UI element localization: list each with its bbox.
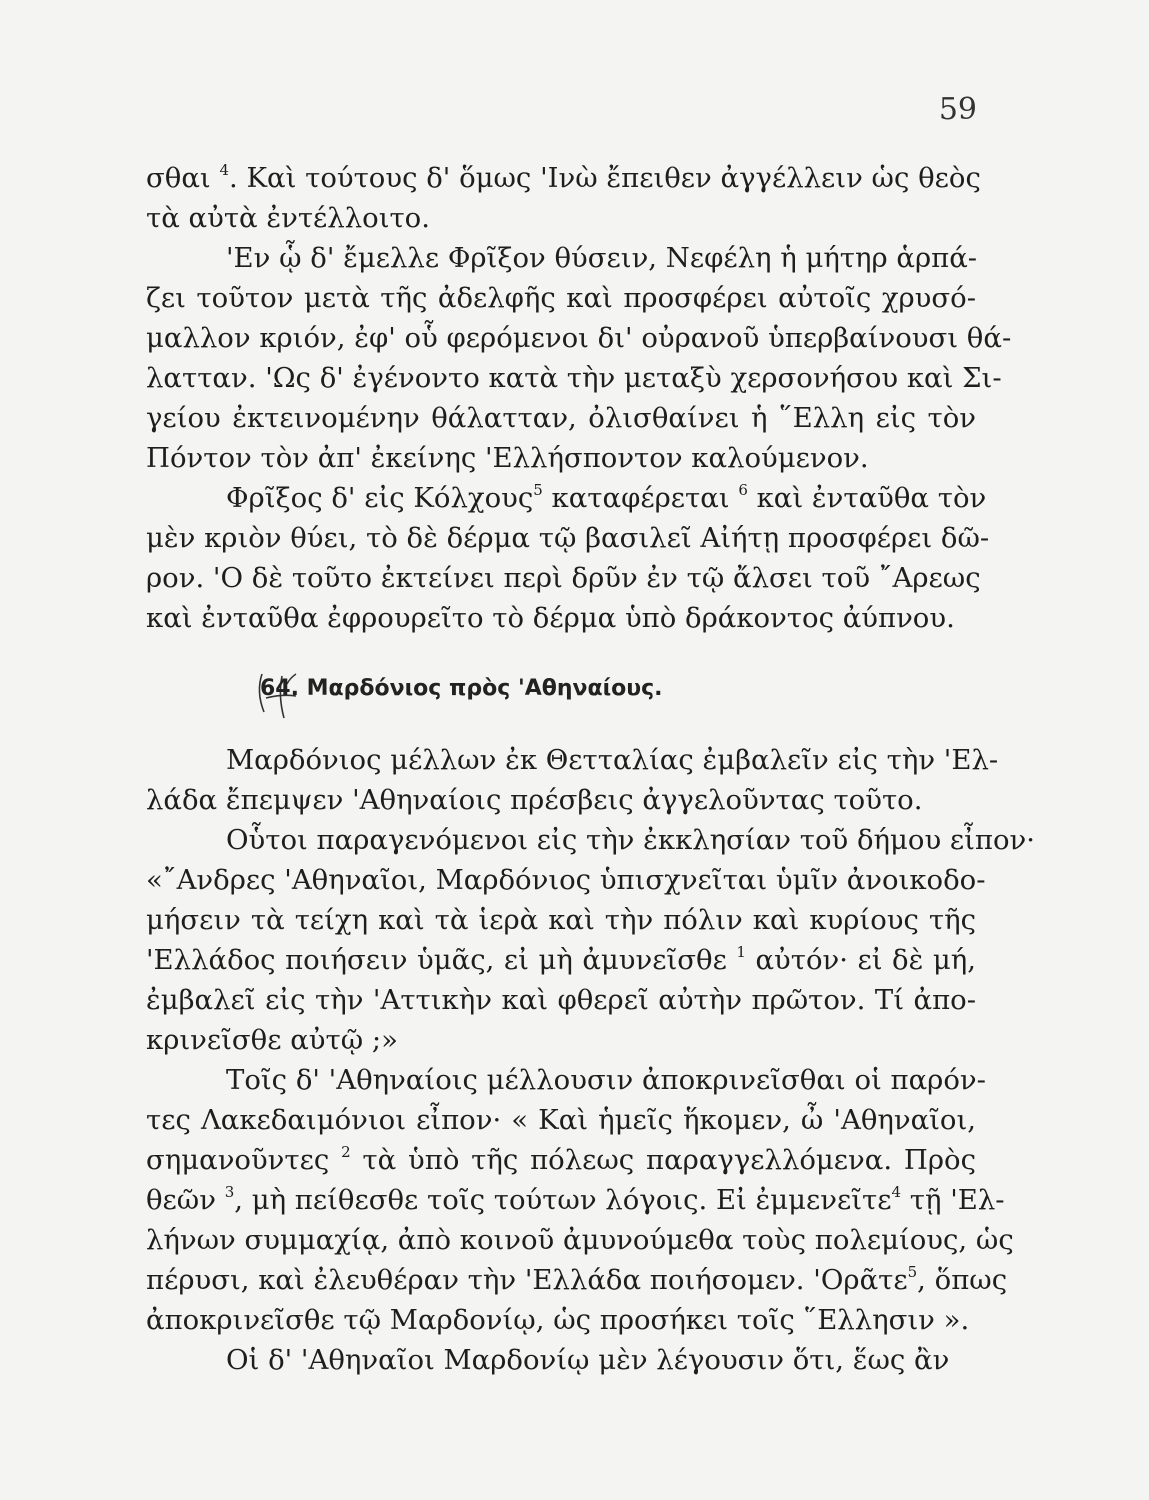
text-run: τὰ αὐτὰ ἐντέλλοιτο.	[146, 202, 430, 234]
text-line	[146, 238, 976, 278]
text-run: λήνων συμμαχίᾳ, ἀπὸ κοινοῦ ἀμυνούμεθα τοὺς πολεμίους, ὡς	[146, 1224, 1014, 1256]
text-line	[146, 1220, 1014, 1260]
text-run: Οὗτοι παραγενόμενοι εἰς τὴν ἐκκλησίαν τοῦ δήμου εἶπον·	[226, 824, 1036, 856]
text-line	[146, 1180, 1005, 1220]
text-run: ἐμβαλεῖ εἰς τὴν 'Αττικὴν καὶ φθερεῖ αὐτὴν πρῶτον. Τί ἀπο-	[146, 984, 976, 1016]
text-run: ἀποκρινεῖσθε τῷ Μαρδονίῳ, ὡς προσήκει τοῖς ῞Ελλησιν ».	[146, 1304, 970, 1336]
footnote-marker: 2	[341, 1143, 351, 1161]
text-line	[146, 860, 986, 900]
text-line	[146, 740, 999, 780]
text-run: Μαρδόνιος μέλλων ἐκ Θετταλίας ἐμβαλεῖν εἰς τὴν 'Ελ-	[226, 744, 999, 776]
footnote-marker: 4	[219, 161, 229, 179]
text-line	[146, 158, 981, 198]
text-line	[146, 900, 976, 940]
text-run: 'Ελλάδος ποιήσειν ὑμᾶς, εἰ μὴ ἀμυνεῖσθε	[146, 944, 737, 976]
text-section-1	[146, 158, 1012, 638]
text-line	[146, 438, 976, 478]
text-run: καὶ ἐνταῦθα ἐφρουρεῖτο τὸ δέρμα ὑπὸ δράκοντος ἀύπνου.	[146, 602, 955, 634]
text-run: σθαι	[146, 162, 220, 194]
text-run: λατταν. 'Ως δ' ἐγένοντο κατὰ τὴν μεταξὺ χερσονήσου καὶ Σι-	[146, 362, 1002, 394]
text-run: τῇ 'Ελ-	[901, 1184, 1005, 1216]
text-run: Τοῖς δ' 'Αθηναίοις μέλλουσιν ἀποκρινεῖσθαι οἱ παρόν-	[226, 1064, 986, 1096]
text-run: 'Εν ᾧ δ' ἔμελλε Φρῖξον θύσειν, Νεφέλη ἡ μήτηρ ἁρπά-	[226, 242, 978, 274]
text-line	[146, 518, 990, 558]
text-run: μαλλον κριόν, ἐφ' οὗ φερόμενοι δι' οὐρανοῦ ὑπερβαίνουσι θά-	[146, 322, 1012, 354]
text-run: καταφέρεται	[542, 482, 739, 514]
footnote-marker: 3	[224, 1183, 235, 1201]
text-run: μήσειν τὰ τείχη καὶ τὰ ἱερὰ καὶ τὴν πόλιν καὶ κυρίους τῆς	[146, 904, 976, 936]
text-line	[146, 358, 1002, 398]
text-line	[146, 1300, 976, 1340]
text-line	[146, 1060, 986, 1100]
text-line	[146, 198, 976, 238]
footnote-marker: 5	[907, 1263, 918, 1281]
text-run: Φρῖξος δ' εἰς Κόλχους	[226, 482, 534, 514]
text-run: μὲν κριὸν θύει, τὸ δὲ δέρμα τῷ βασιλεῖ Αἰήτῃ προσφέρει δῶ-	[146, 522, 990, 554]
text-run: ζει τοῦτον μετὰ τῆς ἀδελφῆς καὶ προσφέρει αὐτοῖς χρυσό-	[146, 282, 976, 314]
text-line	[146, 398, 976, 438]
footnote-marker: 1	[736, 943, 746, 961]
text-run: , ὅπως	[917, 1264, 1008, 1296]
text-run: λάδα ἔπεμψεν 'Αθηναίοις πρέσβεις ἀγγελοῦντας τοῦτο.	[146, 784, 923, 816]
text-line	[146, 478, 987, 518]
text-line	[146, 1140, 976, 1180]
text-run: κρινεῖσθε αὐτῷ ;»	[146, 1024, 398, 1056]
footnote-marker: 4	[891, 1183, 902, 1201]
text-run: τὰ ὑπὸ τῆς πόλεως παραγγελλόμενα. Πρὸς	[350, 1144, 976, 1176]
footnote-marker: 5	[533, 481, 543, 499]
footnote-marker: 6	[738, 481, 748, 499]
text-line	[146, 980, 976, 1020]
text-run: , μὴ πείθεσθε τοῖς τούτων λόγοις. Εἰ ἐμμενεῖτε	[234, 1184, 892, 1216]
text-section-2	[146, 740, 1036, 1380]
text-line	[146, 318, 1012, 358]
text-line	[146, 558, 981, 598]
text-run: τες Λακεδαιμόνιοι εἶπον· « Καὶ ἡμεῖς ἥκομεν, ὦ 'Αθηναῖοι,	[146, 1104, 976, 1136]
text-run: Πόντον τὸν ἀπ' ἐκείνης 'Ελλήσποντον καλούμενον.	[146, 442, 869, 474]
text-run: σημανοῦντες	[146, 1144, 342, 1176]
text-run: καὶ ἐνταῦθα τὸν	[747, 482, 987, 514]
text-run: γείου ἐκτεινομένην θάλατταν, ὀλισθαίνει ἡ ῞Ελλη εἰς τὸν	[146, 402, 976, 434]
text-line	[146, 598, 976, 638]
text-run: Οἱ δ' 'Αθηναῖοι Μαρδονίῳ μὲν λέγουσιν ὅτι, ἕως ἂν	[226, 1344, 950, 1376]
text-run: αὐτόν· εἰ δὲ μή,	[745, 944, 976, 976]
text-line	[146, 820, 1036, 860]
text-line	[146, 1260, 1008, 1300]
text-run: ρον. 'Ο δὲ τοῦτο ἐκτείνει περὶ δρῦν ἐν τῷ ἄλσει τοῦ ῎Αρεως	[146, 562, 981, 594]
text-line	[146, 1020, 976, 1060]
text-line	[146, 1100, 976, 1140]
text-run: θεῶν	[146, 1184, 225, 1216]
text-line	[146, 278, 976, 318]
text-line	[146, 1340, 976, 1380]
text-line	[146, 780, 976, 820]
text-run: . Καὶ τούτους δ' ὅμως 'Ινὼ ἔπειθεν ἀγγέλλειν ὡς θεὸς	[228, 162, 981, 194]
text-line	[146, 940, 976, 980]
text-run: πέρυσι, καὶ ἐλευθέραν τὴν 'Ελλάδα ποιήσομεν. 'Ορᾶτε	[146, 1264, 908, 1296]
text-run: «῎Ανδρες 'Αθηναῖοι, Μαρδόνιος ὑπισχνεῖται ὑμῖν ἀνοικοδο-	[146, 864, 986, 896]
section-heading: 64. Μαρδόνιος πρὸς 'Αθηναίους.	[260, 676, 663, 701]
page-number: 59	[938, 92, 977, 127]
